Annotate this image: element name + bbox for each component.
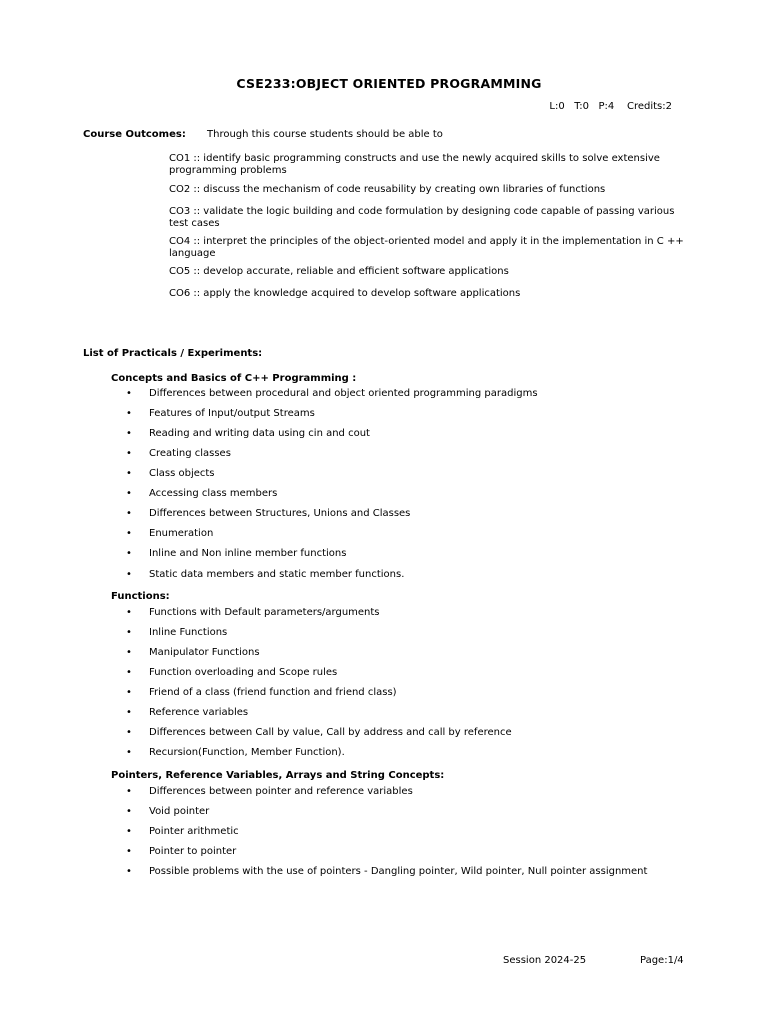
document-title: CSE233:OBJECT ORIENTED PROGRAMMING [236,76,542,91]
bullet-icon: • [126,747,132,758]
list-item-text: Features of Input/output Streams [149,408,315,419]
bullet-icon: • [126,866,132,877]
list-item [126,408,315,420]
list-item [126,488,277,500]
bullet-icon: • [126,846,132,857]
list-item [126,528,213,540]
credits-line: L:0 T:0 P:4 Credits:2 [549,101,672,112]
bullet-icon: • [126,468,132,479]
course-outcome-co6: CO6 :: apply the knowledge acquired to develop software applications [169,288,521,299]
list-item [126,667,337,679]
list-item-text: Pointer to pointer [149,846,237,857]
list-item [126,388,538,400]
bullet-icon: • [126,488,132,499]
course-outcome-co4: CO4 :: interpret the principles of the object-oriented model and apply it in the implementation in C ++ language [169,236,684,259]
bullet-icon: • [126,727,132,738]
list-item-text: Manipulator Functions [149,647,260,658]
list-item-text: Recursion(Function, Member Function). [149,747,345,758]
bullet-icon: • [126,667,132,678]
list-item [126,826,239,838]
footer-session: Session 2024-25 [503,955,587,966]
list-item [126,569,404,581]
list-item [126,428,370,440]
section-heading: Functions: [111,591,170,602]
bullet-icon: • [126,806,132,817]
bullet-icon: • [126,388,132,399]
list-item [126,727,512,739]
list-item [126,647,260,659]
list-item [126,627,227,639]
course-outcomes-intro: Through this course students should be able to [207,129,443,140]
list-item-text: Inline Functions [149,627,228,638]
list-item-text: Enumeration [149,528,214,539]
list-item [126,786,413,798]
list-item-text: Differences between Call by value, Call by address and call by reference [149,727,512,738]
list-item [126,607,380,619]
list-item-text: Accessing class members [149,488,278,499]
list-item-text: Functions with Default parameters/arguments [149,607,380,618]
bullet-icon: • [126,569,132,580]
list-item-text: Reading and writing data using cin and cout [149,428,370,439]
list-item [126,448,231,460]
bullet-icon: • [126,528,132,539]
list-item [126,866,647,878]
list-item-text: Differences between Structures, Unions and Classes [149,508,411,519]
list-item [126,846,236,858]
bullet-icon: • [126,786,132,797]
list-item-text: Static data members and static member functions. [149,569,405,580]
course-outcome-co1: CO1 :: identify basic programming constructs and use the newly acquired skills to solve extensive programming problems [169,153,660,176]
list-item-text: Differences between pointer and reference variables [149,786,413,797]
bullet-icon: • [126,508,132,519]
section-heading: Concepts and Basics of C++ Programming : [111,373,357,384]
list-item [126,468,215,480]
list-item-text: Pointer arithmetic [149,826,239,837]
list-item-text: Friend of a class (friend function and friend class) [149,687,397,698]
course-outcome-co3: CO3 :: validate the logic building and code formulation by designing code capable of passing various test cases [169,206,675,229]
list-item-text: Class objects [149,468,215,479]
list-item-text: Differences between procedural and object oriented programming paradigms [149,388,538,399]
list-item-text: Void pointer [149,806,210,817]
bullet-icon: • [126,647,132,658]
list-item [126,548,346,560]
list-item [126,508,410,520]
course-outcome-co5: CO5 :: develop accurate, reliable and efficient software applications [169,266,509,277]
list-item [126,806,209,818]
list-item-text: Function overloading and Scope rules [149,667,338,678]
course-outcomes-label: Course Outcomes: [83,129,186,140]
bullet-icon: • [126,607,132,618]
bullet-icon: • [126,428,132,439]
bullet-icon: • [126,707,132,718]
bullet-icon: • [126,627,132,638]
section-heading: Pointers, Reference Variables, Arrays and String Concepts: [111,770,445,781]
list-item [126,707,248,719]
list-item-text: Inline and Non inline member functions [149,548,347,559]
bullet-icon: • [126,408,132,419]
bullet-icon: • [126,448,132,459]
bullet-icon: • [126,826,132,837]
list-item [126,687,397,699]
list-item-text: Possible problems with the use of pointers - Dangling pointer, Wild pointer, Null pointer assignment [149,866,648,877]
bullet-icon: • [126,687,132,698]
practicals-title: List of Practicals / Experiments: [83,348,263,359]
list-item [126,747,345,759]
footer-page-number: Page:1/4 [640,955,684,966]
bullet-icon: • [126,548,132,559]
list-item-text: Reference variables [149,707,249,718]
list-item-text: Creating classes [149,448,231,459]
course-outcome-co2: CO2 :: discuss the mechanism of code reusability by creating own libraries of functions [169,184,606,195]
